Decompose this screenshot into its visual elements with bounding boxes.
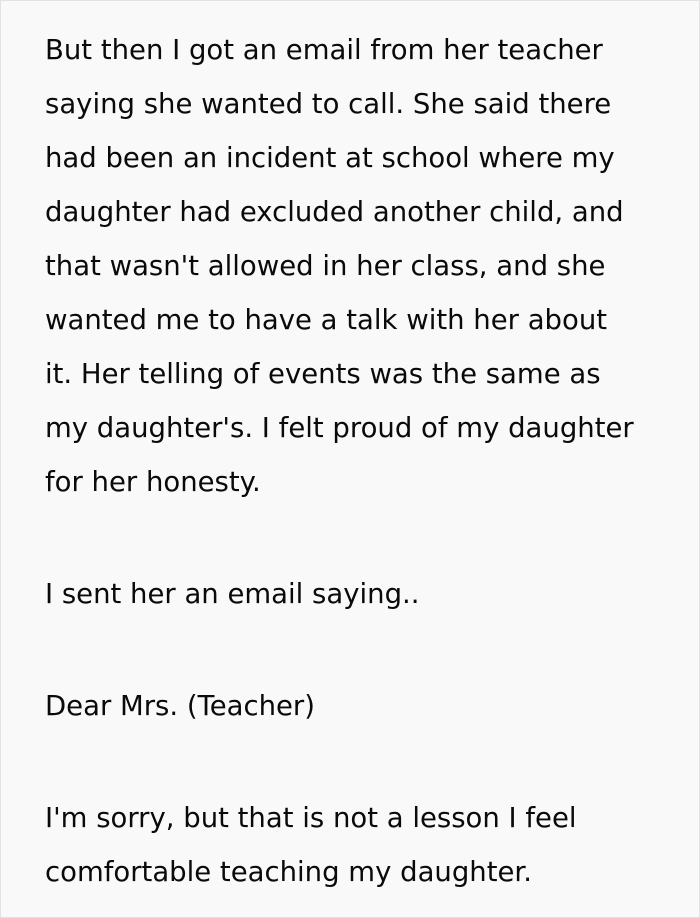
text-line: my daughter's. I felt proud of my daughter (45, 412, 634, 444)
text-line: I sent her an email saying.. (45, 578, 420, 610)
text-line: it. Her telling of events was the same as (45, 358, 601, 390)
text-line: But then I got an email from her teacher (45, 34, 603, 66)
text-line: for her honesty. (45, 466, 261, 498)
story-text (45, 23, 685, 899)
text-line: that wasn't allowed in her class, and she (45, 250, 606, 282)
text-line: had been an incident at school where my (45, 142, 615, 174)
text-line: comfortable teaching my daughter. (45, 856, 532, 888)
text-line: saying she wanted to call. She said there (45, 88, 612, 120)
text-line: wanted me to have a talk with her about (45, 304, 608, 336)
text-line: daughter had excluded another child, and (45, 196, 624, 228)
paragraph-sent-email (45, 567, 685, 621)
paragraph-teacher-email (45, 23, 685, 509)
text-line: I'm sorry, but that is not a lesson I feel (45, 802, 577, 834)
paragraph-reply (45, 791, 685, 899)
text-line: Dear Mrs. (Teacher) (45, 690, 315, 722)
paragraph-salutation (45, 679, 685, 733)
